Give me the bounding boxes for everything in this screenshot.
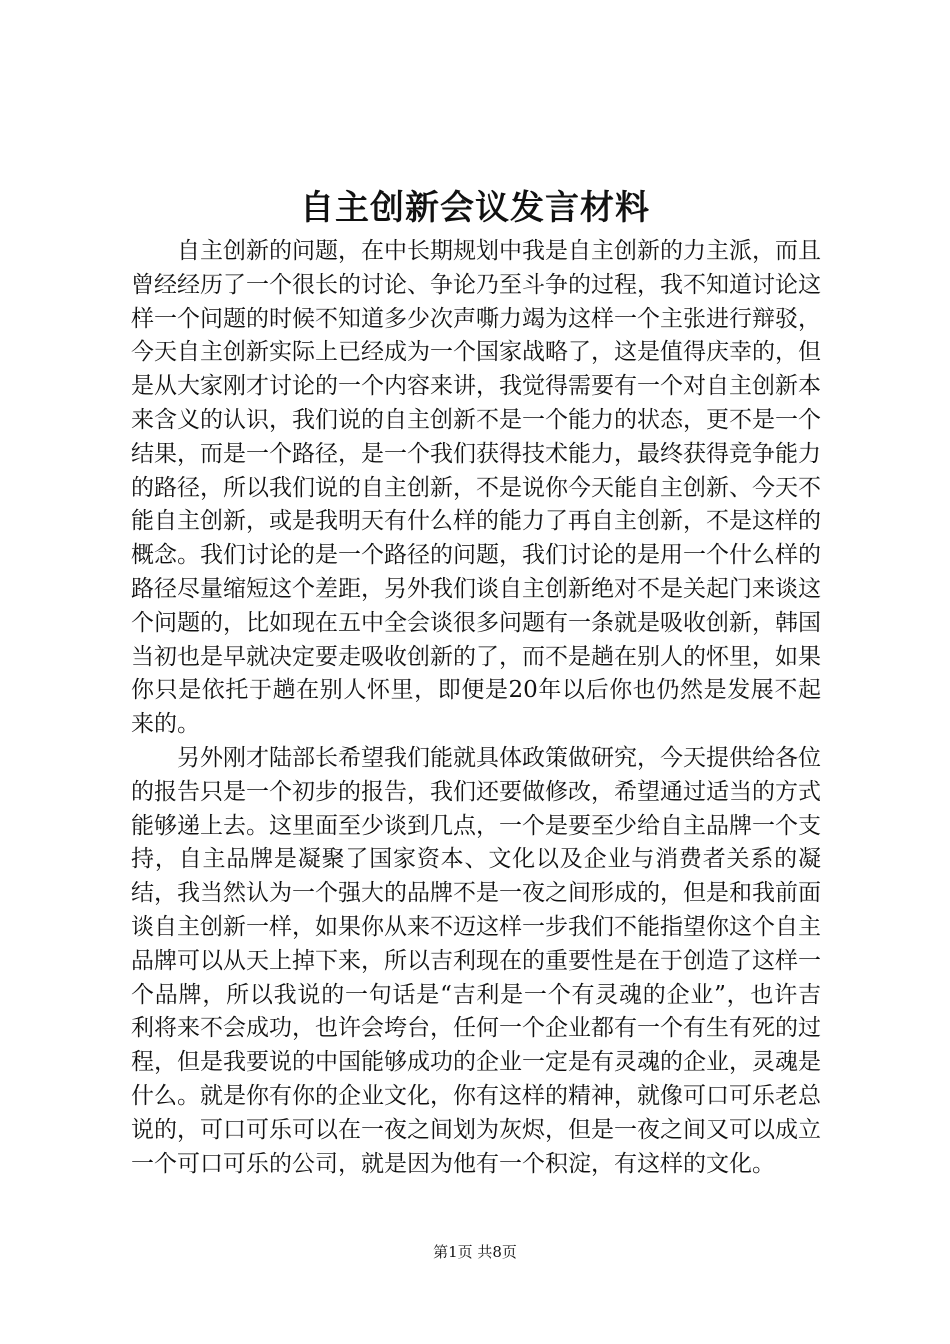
page-number-footer: 第1页 共8页 — [433, 1243, 517, 1261]
document-body — [131, 235, 821, 1181]
paragraph: 自主创新的问题，在中长期规划中我是自主创新的力主派，而且曾经经历了一个很长的讨论、争论乃至斗争的过程，我不知道讨论这样一个问题的时候不知道多少次声嘶力竭为这样一个主张进行辩驳，今天自主创新实际上已经成为一个国家战略了，这是值得庆幸的，但是从大家刚才讨论的一个内容来讲，我觉得需要有一个对自主创新本来含义的认识，我们说的自主创新不是一个能力的状态，更不是一个结果，而是一个路径，是一个我们获得技术能力，最终获得竞争能力的路径，所以我们说的自主创新，不是说你今天能自主创新、今天不能自主创新，或是我明天有什么样的能力了再自主创新，不是这样的概念。我们讨论的是一个路径的问题，我们讨论的是用一个什么样的路径尽量缩短这个差距，另外我们谈自主创新绝对不是关起门来谈这个问题的，比如现在五中全会谈很多问题有一条就是吸收创新，韩国当初也是早就决定要走吸收创新的了，而不是趟在别人的怀里，如果你只是依托于趟在别人怀里，即便是20年以后你也仍然是发展不起来的。 — [131, 238, 821, 738]
paragraph: 另外刚才陆部长希望我们能就具体政策做研究，今天提供给各位的报告只是一个初步的报告，我们还要做修改，希望通过适当的方式能够递上去。这里面至少谈到几点，一个是要至少给自主品牌一个支持，自主品牌是凝聚了国家资本、文化以及企业与消费者关系的凝结，我当然认为一个强大的品牌不是一夜之间形成的，但是和我前面谈自主创新一样，如果你从来不迈这样一步我们不能指望你这个自主品牌可以从天上掉下来，所以吉利现在的重要性是在于创造了这样一个品牌，所以我说的一句话是“吉利是一个有灵魂的企业”，也许吉利将来不会成功，也许会垮台，任何一个企业都有一个有生有死的过程，但是我要说的中国能够成功的企业一定是有灵魂的企业，灵魂是什么。就是你有你的企业文化，你有这样的精神，就像可口可乐老总说的，可口可乐可以在一夜之间划为灰烬，但是一夜之间又可以成立一个可口可乐的公司，就是因为他有一个积淀，有这样的文化。 — [131, 744, 821, 1177]
document-title: 自主创新会议发言材料 — [300, 188, 650, 228]
